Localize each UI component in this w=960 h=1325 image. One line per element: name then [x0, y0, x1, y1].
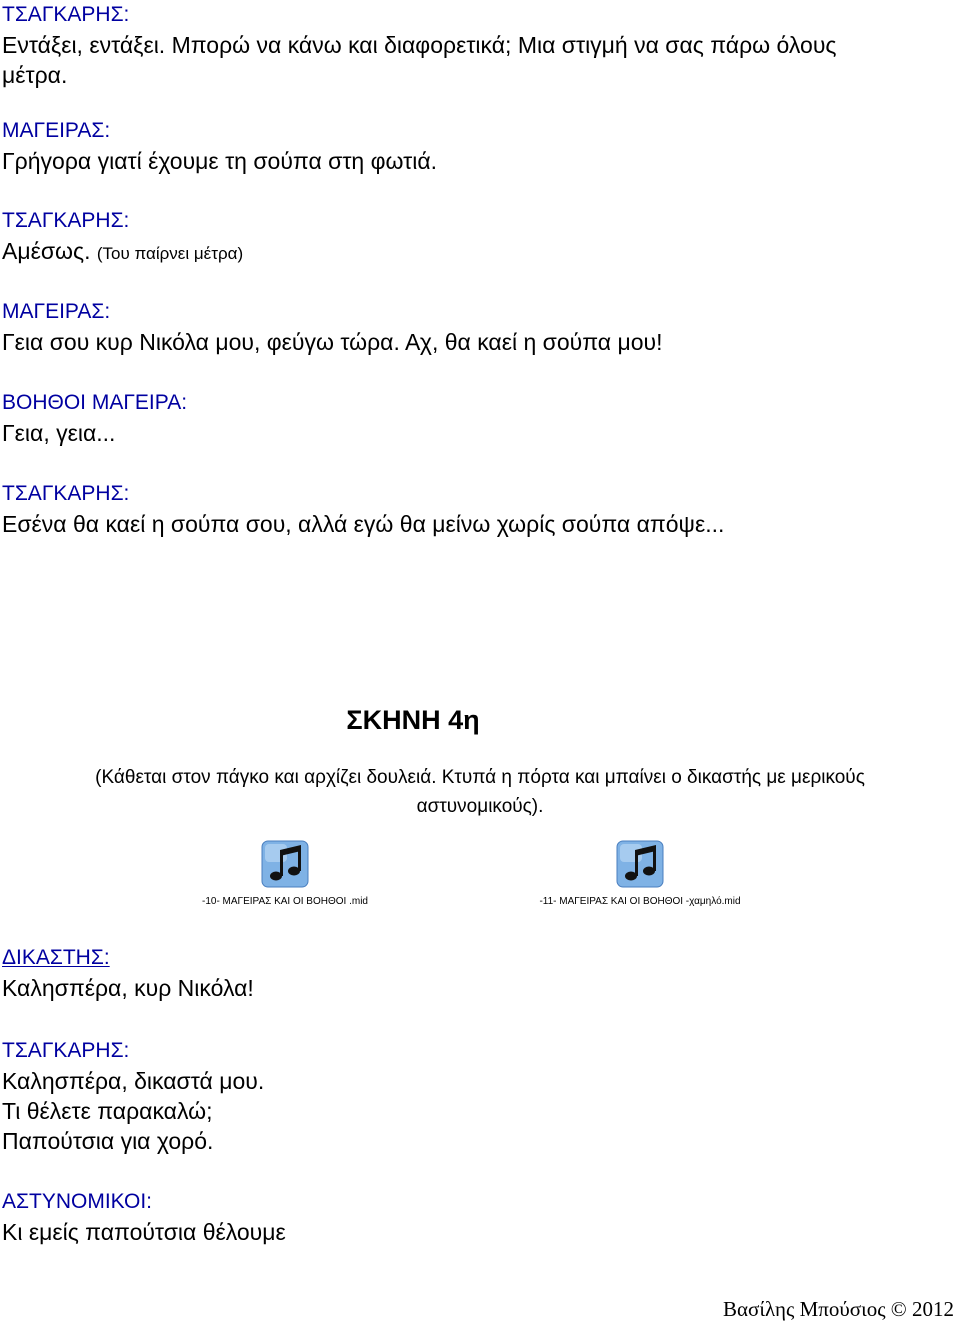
midi-attachment[interactable]: [135, 840, 435, 909]
stage-directions: [10, 763, 950, 821]
speaker-name: ΑΣΤΥΝΟΜΙΚΟΙ:: [2, 1190, 153, 1213]
dialogue-block: [2, 206, 952, 269]
dialogue-line: Γρήγορα γιατί έχουμε τη σούπα στη φωτιά.: [2, 148, 438, 174]
dialogue-line: Εντάξει, εντάξει. Μπορώ να κάνω και διαφορετικά; Μια στιγμή να σας πάρω όλους: [2, 32, 837, 58]
dialogue-line: Κι εμείς παπούτσια θέλουμε: [2, 1219, 286, 1245]
dialogue-block: [2, 943, 952, 1003]
dialogue-block: [2, 1187, 952, 1247]
attachment-caption[interactable]: -11- ΜΑΓΕΙΡΑΣ ΚΑΙ ΟΙ ΒΟΗΘΟΙ -χαμηλό.mid: [539, 896, 741, 907]
dialogue-text: Αμέσως.: [2, 238, 91, 264]
speaker-name: ΤΣΑΓΚΑΡΗΣ:: [2, 482, 130, 505]
copyright-footer: Βασίλης Μπούσιος © 2012: [723, 1297, 954, 1321]
speaker-name: ΤΣΑΓΚΑΡΗΣ:: [2, 3, 130, 26]
music-file-icon[interactable]: [616, 840, 664, 888]
stage-direction-line: αστυνομικούς).: [416, 796, 544, 817]
dialogue-line: Τι θέλετε παρακαλώ;: [2, 1098, 213, 1124]
dialogue-block: [2, 297, 952, 357]
dialogue-block: [2, 0, 952, 90]
music-file-icon[interactable]: [261, 840, 309, 888]
attachment-caption[interactable]: -10- ΜΑΓΕΙΡΑΣ ΚΑΙ ΟΙ ΒΟΗΘΟΙ .mid: [202, 896, 368, 907]
speaker-name: ΔΙΚΑΣΤΗΣ:: [2, 946, 110, 969]
dialogue-block: [2, 1036, 952, 1156]
midi-attachment[interactable]: [490, 840, 790, 909]
stage-note: (Του παίρνει μέτρα): [96, 244, 244, 263]
dialogue-line: Εσένα θα καεί η σούπα σου, αλλά εγώ θα μείνω χωρίς σούπα απόψε...: [2, 511, 725, 537]
dialogue-line: Καλησπέρα, δικαστά μου.: [2, 1068, 265, 1094]
dialogue-line: Γεια σου κυρ Νικόλα μου, φεύγω τώρα. Αχ, θα καεί η σούπα μου!: [2, 329, 663, 355]
dialogue-line: [2, 236, 952, 269]
speaker-name: ΜΑΓΕΙΡΑΣ:: [2, 119, 111, 142]
speaker-name: ΤΣΑΓΚΑΡΗΣ:: [2, 1039, 130, 1062]
dialogue-line: Παπούτσια για χορό.: [2, 1128, 214, 1154]
scene-title: ΣΚΗΝΗ 4η: [346, 705, 480, 735]
dialogue-line: Καλησπέρα, κυρ Νικόλα!: [2, 975, 254, 1001]
speaker-name: ΤΣΑΓΚΑΡΗΣ:: [2, 209, 130, 232]
dialogue-block: [2, 116, 952, 176]
stage-direction-line: (Κάθεται στον πάγκο και αρχίζει δουλειά. Κτυπά η πόρτα και μπαίνει ο δικαστής με μερικούς: [95, 767, 865, 788]
speaker-name: ΒΟΗΘΟΙ ΜΑΓΕΙΡΑ:: [2, 391, 188, 414]
dialogue-block: [2, 479, 952, 539]
dialogue-block: [2, 388, 952, 448]
speaker-name: ΜΑΓΕΙΡΑΣ:: [2, 300, 111, 323]
dialogue-line: μέτρα.: [2, 62, 68, 88]
dialogue-line: Γεια, γεια...: [2, 420, 116, 446]
